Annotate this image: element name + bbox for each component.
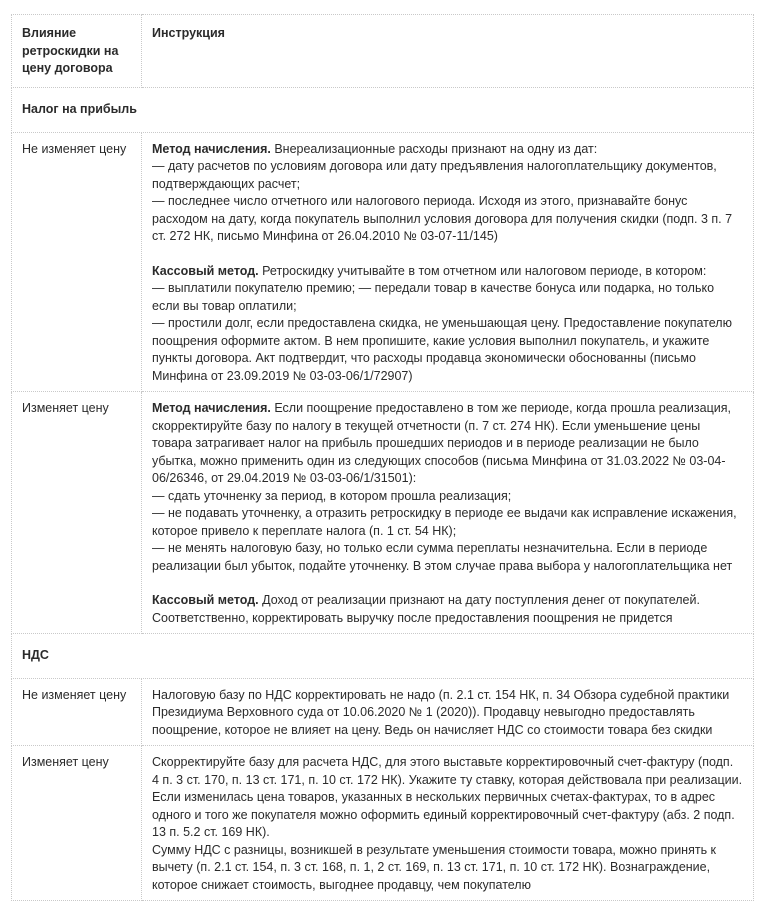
paragraph-text: Внереализационные расходы признают на одну из дат: (270, 141, 598, 156)
paragraph-text: Если поощрение предоставлено в том же периоде, когда прошла реализация, скорректируйте базу по налогу в текущей отчетности (п. 7 ст. 274 НК). Если уменьшение цены товара затрагивает налог на прибыль прошедших периодов и в периоде реализации не было убытка, можно применить один из следующих способов (письма Минфина от 31.03.2022 № 03-04-06/26346, от 29.04.2019 № 03-03-06/1/31501): (152, 401, 731, 485)
paragraph-text: Ретроскидку учитывайте в том отчетном или налоговом периоде, в котором: (258, 263, 707, 278)
method-title: Кассовый метод. (152, 593, 259, 607)
section-title-profit-tax: Налог на прибыль (12, 88, 754, 133)
row-instruction (142, 392, 754, 634)
section-title-vat: НДС (12, 634, 754, 679)
row-instruction (142, 132, 754, 392)
paragraph: — последнее число отчетного или налогового периода. Исходя из этого, признавайте бонус расходом на дату, когда покупатель выполнил условия договора для получения скидки (подп. 3 п. 7 ст. 272 НК, письмо Минфина от 26.04.2010 № 03-07-11/145) (152, 194, 733, 243)
header-instruction: Инструкция (142, 15, 754, 88)
row-instruction: Налоговую базу по НДС корректировать не надо (п. 2.1 ст. 154 НК, п. 34 Обзора судебной практики Президиума Верховного суда от 10.06.2020 № 1 (2020)). Продавцу невыгодно предоставлять поощрение, которое не влияет на цену. Ведь он начисляет НДС со стоимости товара без скидки (142, 678, 754, 746)
paragraph (152, 592, 743, 627)
paragraph: — сдать уточненку за период, в котором прошла реализация; (152, 488, 512, 503)
table-row (12, 678, 754, 746)
table-row (12, 132, 754, 392)
row-label: Не изменяет цену (12, 132, 142, 392)
table-header-row (12, 15, 754, 88)
row-label: Не изменяет цену (12, 678, 142, 746)
method-title: Метод начисления. (152, 401, 271, 415)
row-label: Изменяет цену (12, 746, 142, 901)
paragraph: Сумму НДС с разницы, возникшей в результате уменьшения стоимости товара, можно принять к вычету (п. 2.1 ст. 154, п. 3 ст. 168, п. 1, 2 ст. 169, п. 13 ст. 171, п. 10 ст. 172 НК). Вознаграждение, которое снижает стоимость, выгоднее продавцу, чем покупателю (152, 842, 717, 892)
paragraph: — не подавать уточненку, а отразить ретроскидку в периоде ее выдачи как исправление искажения, которое привело к переплате налога (п. 1 ст. 54 НК); (152, 506, 737, 538)
paragraph: — не менять налоговую базу, но только если сумма переплаты незначительна. Если в периоде реализации был убыток, подайте уточненку. В этом случае права выбора у налогоплательщика нет (152, 541, 733, 573)
section-row-vat (12, 634, 754, 679)
paragraph (152, 263, 743, 281)
paragraph: — выплатили покупателю премию; — передали товар в качестве бонуса или подарка, но только если вы товар оплатили; (152, 281, 715, 313)
header-impact: Влияние ретроскидки на цену договора (12, 15, 142, 88)
paragraph: Скорректируйте базу для расчета НДС, для этого выставьте корректировочный счет-фактуру (подп. 4 п. 3 ст. 170, п. 13 ст. 171, п. 10 ст. 172 НК). Укажите ту ставку, которая действовала при реализации. Если изменилась цена товаров, указанных в нескольких первичных счетах-фактурах, то в адрес одного и того же покупателя можно оформить единый корректировочный счет-фактуру (абз. 2 подп. 13 п. 5.2 ст. 169 НК). (152, 755, 743, 839)
row-label: Изменяет цену (12, 392, 142, 634)
paragraph (152, 400, 743, 488)
paragraph: — дату расчетов по условиям договора или дату предъявления налогоплательщику документов, подтверждающих расчет; (152, 159, 717, 191)
paragraph: — простили долг, если предоставлена скидка, не уменьшающая цену. Предоставление покупателю поощрения оформите актом. В нем пропишите, какие условия выполнил покупатель, и укажите пункты договора. Акт подтвердит, что расходы продавца экономически обоснованны (письмо Минфина от 23.09.2019 № 03-03-06/1/72907) (152, 316, 732, 383)
table-row (12, 746, 754, 901)
paragraph (152, 141, 743, 159)
section-row-profit-tax (12, 88, 754, 133)
row-instruction (142, 746, 754, 901)
method-title: Кассовый метод. (152, 263, 259, 278)
paragraph-text: Доход от реализации признают на дату поступления денег от покупателей. Соответственно, корректировать выручку после предоставления поощрения не придется (152, 593, 700, 625)
retro-discount-table (11, 14, 754, 901)
table-row (12, 392, 754, 634)
method-title: Метод начисления. (152, 141, 271, 156)
